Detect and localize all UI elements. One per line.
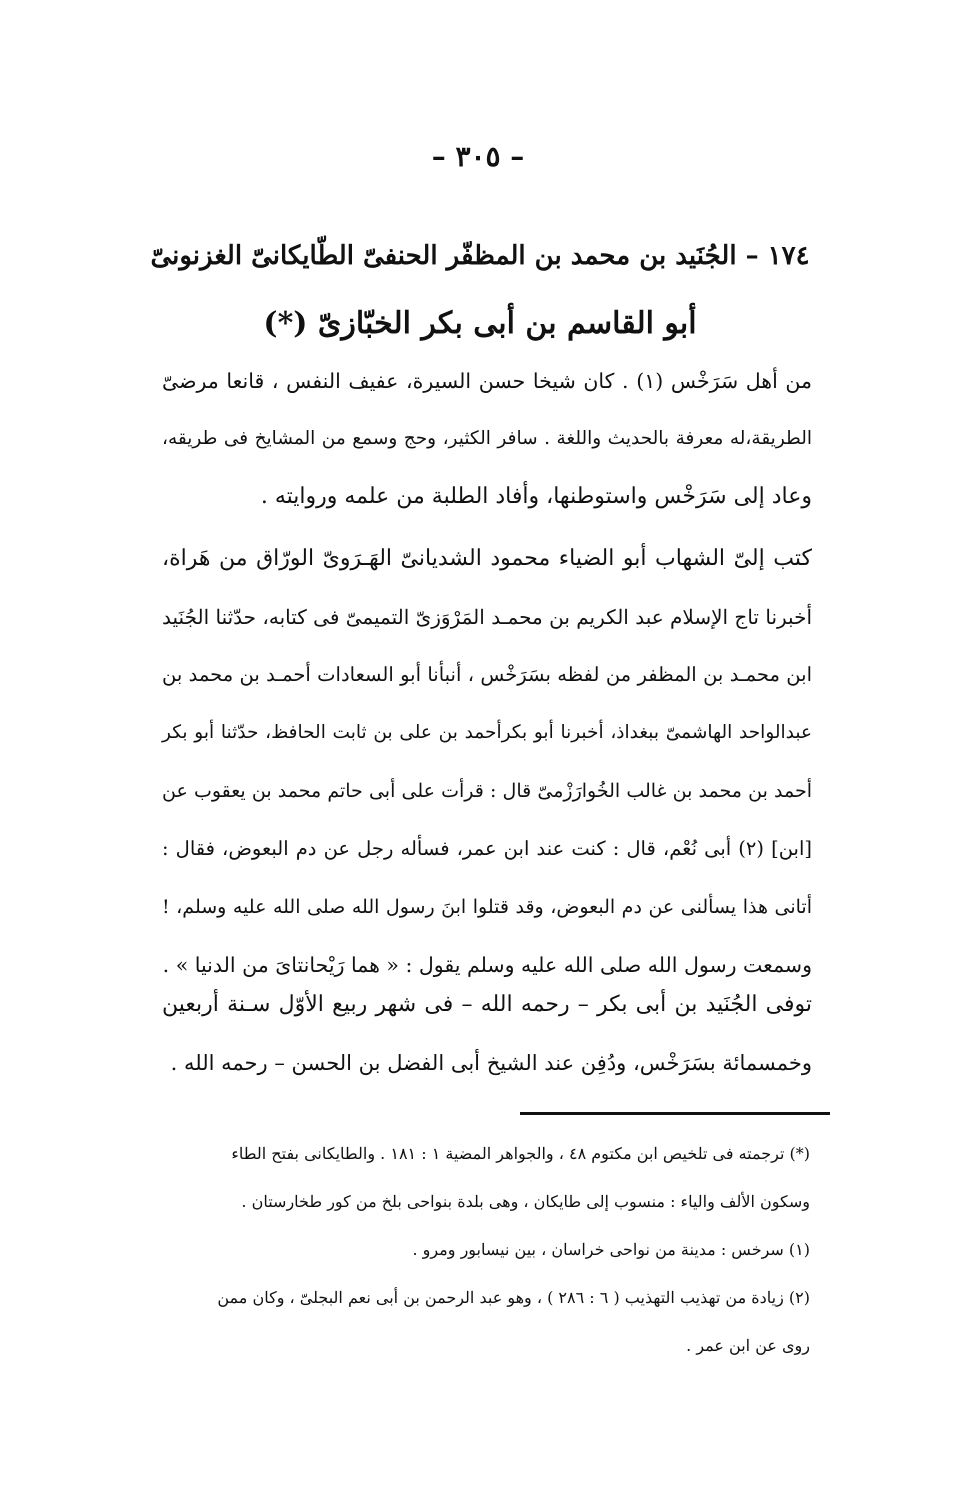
text-line: وعاد إلى سَرَخْس واستوطنها، وأفاد الطلبة من علمه وروايته . (260, 484, 812, 509)
text-line: أخبرنا تاج الإسلام عبد الكريم بن محمـد المَرْوَزىّ التميمىّ فى كتابه، حدّثنا الجُنَيد (162, 605, 812, 629)
footnote-line: وسكون الألف والياء : منسوب إلى طايكان ، وهى بلدة بنواحى بلخ من كور طخارستان . (241, 1192, 810, 1211)
footnote-line: (٢) زيادة من تهذيب التهذيب ( ٦ : ٢٨٦ ) ، وهو عبد الرحمن بن أبى نعم البجلىّ ، وكان ممن (217, 1288, 810, 1307)
footnotes (170, 1130, 810, 1370)
entry-heading (150, 222, 810, 358)
entry-title-line: أبو القاسم بن أبى بكر الخبّازىّ (*) (263, 306, 697, 341)
text-line: [ابن] (٢) أبى نُعْم، قال : كنت عند ابن عمر، فسأله رجل عن دم البعوض، فقال : (162, 837, 812, 860)
entry-title-line: ١٧٤ – الجُنَيد بن محمد بن المظفّر الحنفىّ الطّايكانىّ الغزنونىّ (150, 241, 810, 271)
text-line: عبدالواحد الهاشمىّ ببغداذ، أخبرنا أبو بكرأحمد بن على بن ثابت الحافظ، حدّثنا أبو بكر (162, 722, 812, 743)
page-number: – ٣٠٥ – (431, 140, 525, 173)
footnote-line: (١) سرخس : مدينة من نواحى خراسان ، بين نيسابور ومرو . (412, 1240, 810, 1259)
text-line: الطريقة،له معرفة بالحديث واللغة . سافر الكثير، وحج وسمع من المشايخ فى طريقه، (162, 428, 812, 449)
text-line: توفى الجُنَيد بن أبى بكر – رحمه الله – فى شهر ربيع الأوّل سـنة أربعين (162, 992, 812, 1017)
text-line: ابن محمـد بن المظفر من لفظه بسَرَخْس ، أنبأنا أبو السعادات أحمـد بن محمد بن (162, 663, 812, 686)
text-line: وخمسمائة بسَرَخْس، ودُفِن عند الشيخ أبى الفضل بن الحسن – رحمه الله . (170, 1051, 812, 1075)
footnote-line: روى عن ابن عمر . (686, 1336, 810, 1355)
paragraph-hadith (162, 530, 812, 994)
paragraph-death (162, 976, 812, 1092)
footnote-divider (520, 1112, 830, 1115)
paragraph-origin (162, 352, 812, 526)
text-line: من أهل سَرَخْس (١) . كان شيخا حسن السيرة، عفيف النفس ، قانعا مرضىّ (162, 369, 812, 393)
text-line: أتانى هذا يسألنى عن دم البعوض، وقد قتلوا ابنَ رسول الله صلى الله عليه وسلم، ! (162, 896, 812, 918)
text-line: كتب إلىّ الشهاب أبو الضياء محمود الشديانىّ الهَـرَوىّ الورّاق من هَراة، (162, 546, 812, 571)
text-line: أحمد بن محمد بن غالب الخُوارَزْمىّ قال : قرأت على أبى حاتم محمد بن يعقوب عن (162, 780, 812, 802)
text-line: وسمعت رسول الله صلى الله عليه وسلم يقول : « هما رَيْحانتاىَ من الدنيا » . (162, 953, 812, 977)
footnote-line: (*) ترجمته فى تلخيص ابن مكتوم ٤٨ ، والجواهر المضية ١ : ١٨١ . والطايكانى بفتح الطاء (231, 1144, 810, 1163)
